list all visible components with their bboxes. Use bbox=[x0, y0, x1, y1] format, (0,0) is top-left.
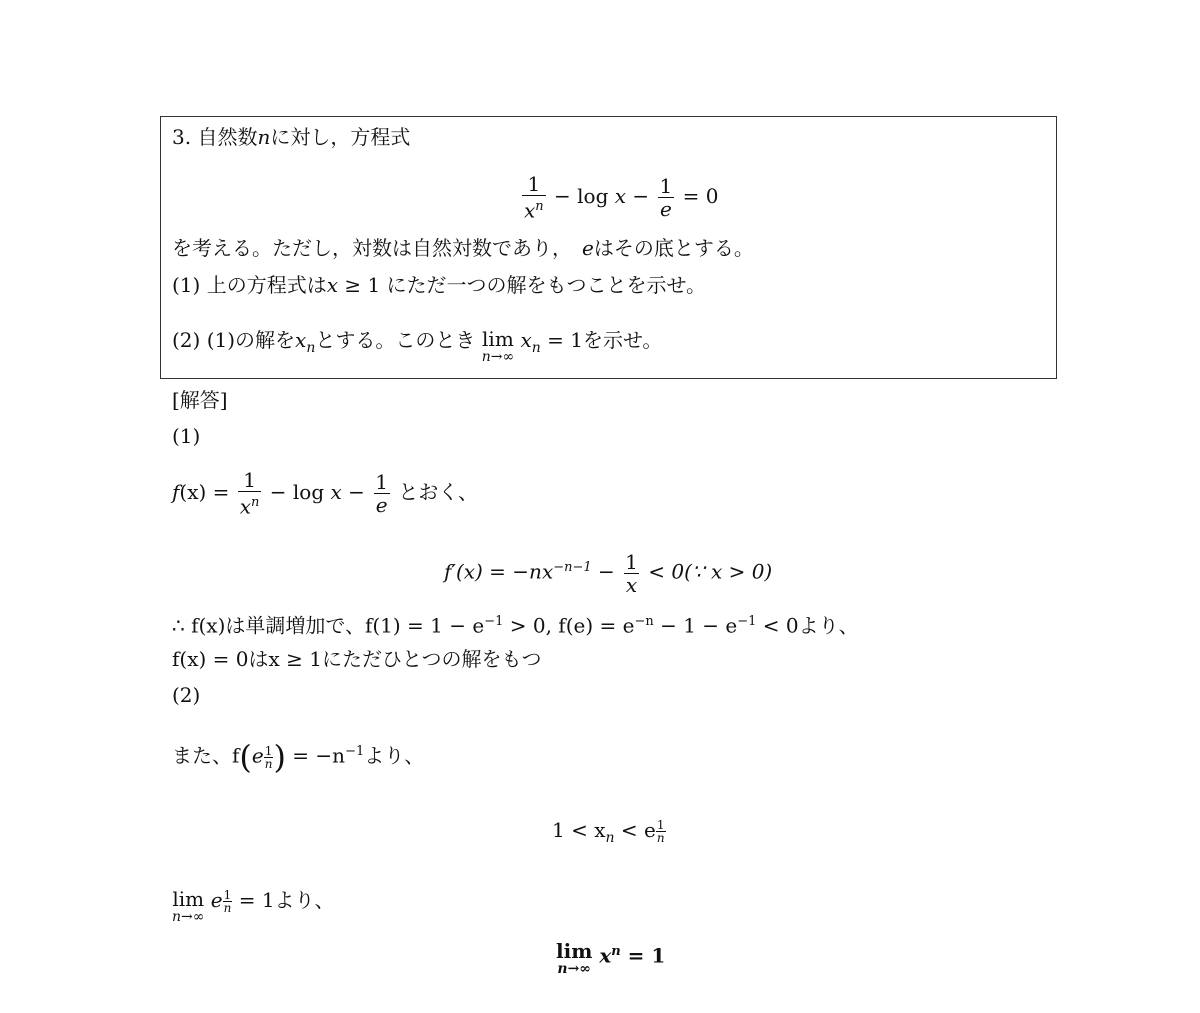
def-frac-2: $\frac{1}{e}$ bbox=[375, 470, 388, 517]
answer-monotone: ∴ f(x)は単調増加で、$f(1) = 1 - e^{-1} > 0$, $f(e) = e^{-n} - 1 - e^{-1} < 0$より、 bbox=[172, 613, 859, 638]
problem-intro-n: n bbox=[257, 125, 271, 149]
ineq-exp-frac: $\frac{1}{n}$ bbox=[656, 818, 665, 846]
answer-inequality: $1 < x_n < e$ $\frac{1}{n}$ bbox=[552, 818, 665, 846]
answer-final-limit: lim n→∞ $x^n = 1$ bbox=[556, 939, 666, 977]
def-frac-1: $\frac{1}{x^n}$ bbox=[239, 468, 260, 519]
answer-part1-label: (1) bbox=[172, 424, 201, 448]
answer-also: また、f(e $\frac{1}{n}$ ) = $-n^{-1}$より、 bbox=[172, 738, 425, 777]
problem-intro bbox=[172, 125, 410, 149]
answer-part2-label: (2) bbox=[172, 683, 201, 707]
final-limit-op: lim n→∞ bbox=[556, 939, 593, 977]
answer-limit-e: lim n→∞ e $\frac{1}{n}$ = 1より、 bbox=[172, 887, 335, 925]
deriv-frac: $\frac{1}{x}$ bbox=[625, 549, 638, 597]
eq-frac-1: $\frac{1}{x^n}$ bbox=[524, 172, 544, 223]
q2-limit: lim n→∞ bbox=[481, 327, 515, 365]
answer-header: [解答] bbox=[172, 388, 228, 412]
limit-e-op: lim n→∞ bbox=[172, 887, 205, 925]
problem-line2: を考える。ただし，対数は自然対数であり， eはその底とする。 bbox=[172, 236, 754, 260]
limit-e-exp-frac: $\frac{1}{n}$ bbox=[223, 888, 232, 916]
answer-conclusion-1: f(x) = 0はx ≥ 1にただひとつの解をもつ bbox=[172, 647, 542, 671]
answer-derivative: $f'(x) = -nx^{-n-1}$ − $\frac{1}{x}$ < 0(∵ x > 0) bbox=[444, 549, 773, 597]
eq-frac-2: $\frac{1}{e}$ bbox=[659, 174, 673, 221]
question-1: (1) 上の方程式はx ≥ 1 にただ一つの解をもつことを示せ。 bbox=[172, 273, 706, 297]
problem-intro-text: 3. 自然数 bbox=[172, 125, 258, 149]
question-2: (2) (1)の解を$x_n$とする。このとき lim n→∞ $x_n = 1$を示せ。 bbox=[172, 327, 663, 365]
problem-intro-rest: に対し，方程式 bbox=[270, 125, 411, 149]
also-exp-frac: $\frac{1}{n}$ bbox=[264, 744, 273, 771]
answer-def-f: f(x) = $\frac{1}{x^n}$ − log x − $\frac{1}{e}$ とおく、 bbox=[172, 468, 478, 519]
problem-equation: $\frac{1}{x^n}$ − log x − $\frac{1}{e}$ = 0 bbox=[524, 172, 719, 223]
